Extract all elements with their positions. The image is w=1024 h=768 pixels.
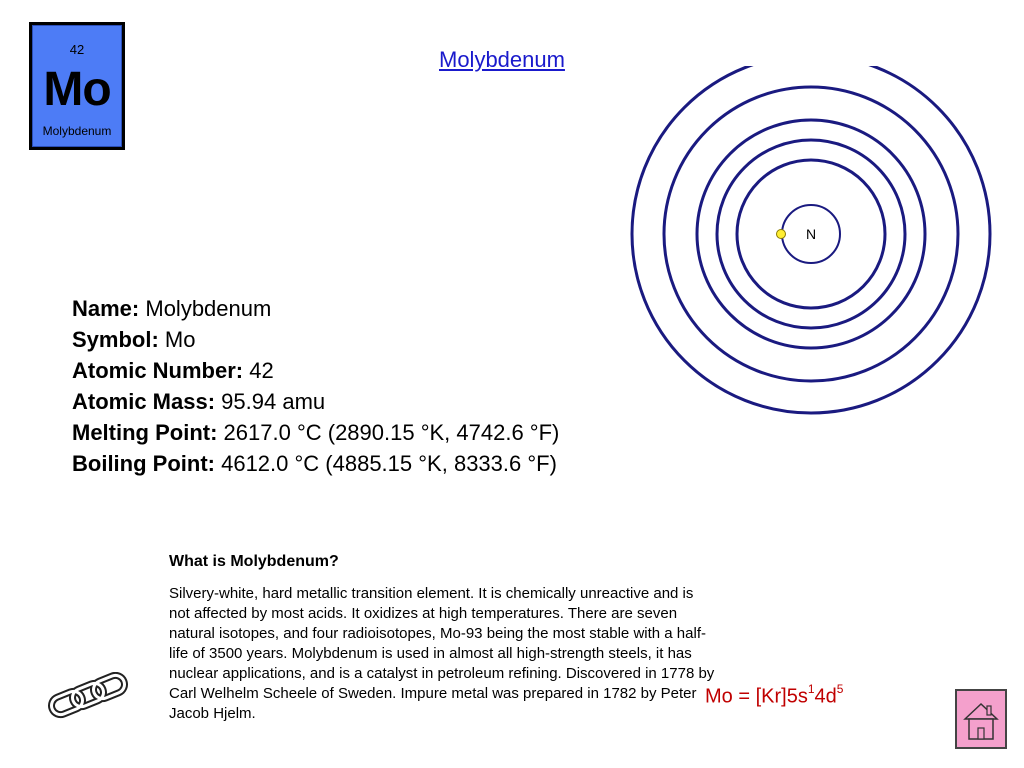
config-sup-1: 1 xyxy=(807,682,815,696)
description-heading: What is Molybdenum? xyxy=(169,553,339,570)
element-title-link[interactable]: Molybdenum xyxy=(439,47,565,72)
property-label: Symbol: xyxy=(72,327,159,352)
config-prefix: Mo = [Kr]5s xyxy=(705,685,808,708)
property-value: Molybdenum xyxy=(145,296,272,321)
home-icon xyxy=(957,691,1005,747)
property-symbol xyxy=(72,324,559,355)
property-label: Name: xyxy=(72,296,140,321)
nucleus-label: N xyxy=(805,226,817,242)
element-properties xyxy=(72,293,559,479)
property-name xyxy=(72,293,559,324)
property-value: 95.94 amu xyxy=(221,389,326,414)
tile-atomic-number: 42 xyxy=(69,42,85,57)
property-atomic-number xyxy=(72,355,559,386)
property-label: Atomic Number: xyxy=(72,358,244,383)
property-value: 2617.0 °C (2890.15 °K, 4742.6 °F) xyxy=(223,420,560,445)
tile-symbol: Mo xyxy=(43,63,111,116)
property-value: 4612.0 °C (4885.15 °K, 8333.6 °F) xyxy=(221,451,557,476)
property-boiling-point xyxy=(72,448,559,479)
electron-configuration xyxy=(705,684,843,709)
property-value: 42 xyxy=(249,358,274,383)
tile-element-name: Molybdenum xyxy=(42,124,112,138)
property-label: Melting Point: xyxy=(72,420,218,445)
property-label: Boiling Point: xyxy=(72,451,215,476)
config-sup-2: 5 xyxy=(836,682,844,696)
description-body: Silvery-white, hard metallic transition element. It is chemically unreactive and is not affected by most acids. It oxidizes at high temperatures. There are seven natural isotopes, and four radioisotopes, Mo-93 being the most stable with a half-life of 3500 years. Molybdenum is used in almost all high-strength steels, it has nuclear applications, and is a catalyst in petroleum refining. Discovered in 1778 by Carl Welhelm Scheele of Sweden. Impure metal was prepared in 1782 by Peter Jacob Hjelm. xyxy=(169,585,715,722)
element-tile xyxy=(29,22,125,150)
property-value: Mo xyxy=(164,327,196,352)
config-mid: 4d xyxy=(814,685,837,708)
element-tile-body xyxy=(32,25,122,147)
electron xyxy=(777,230,786,239)
property-label: Atomic Mass: xyxy=(72,389,216,414)
home-button[interactable] xyxy=(955,689,1007,749)
element-description xyxy=(169,553,717,724)
property-melting-point xyxy=(72,417,559,448)
chain-link-icon[interactable] xyxy=(47,672,129,722)
atom-shell-diagram xyxy=(625,66,997,416)
property-atomic-mass xyxy=(72,386,559,417)
